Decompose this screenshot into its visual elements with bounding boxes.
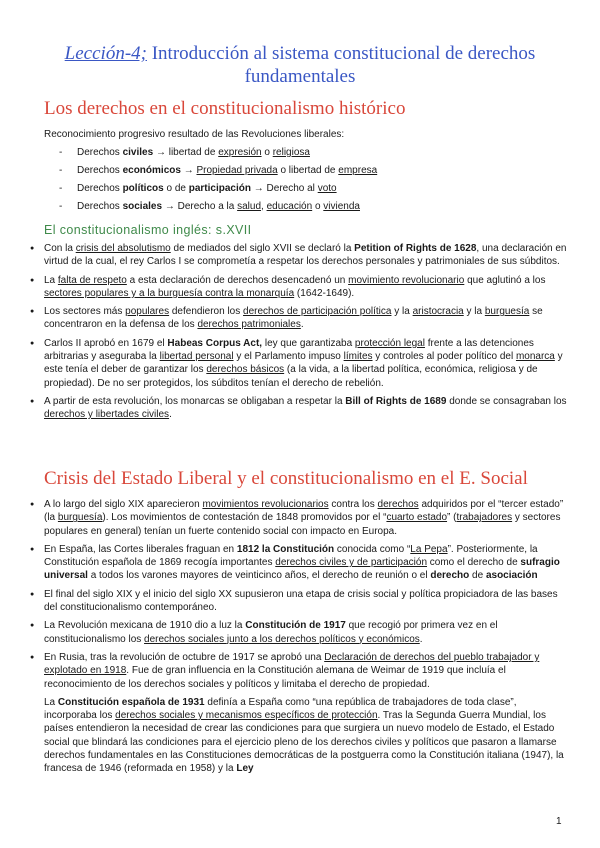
crisis-bullets: [30, 498, 570, 781]
page-number: 1: [556, 816, 562, 827]
page-title: [30, 42, 570, 88]
list-item: ● A lo largo del siglo XIX aparecieron movimientos revolucionarios contra los derechos adquiridos por el “tercer estado” (la burguesía). Los movimientos de contestación de 1848 promovidos por el “cuarto estado” (trabajadores y sectores populares en general) tenían un fuerte contenido social con impacto en Europa.: [30, 498, 570, 538]
english-bullets: [30, 242, 570, 427]
list-item: ● Carlos II aprobó en 1679 el Habeas Corpus Act, ley que garantizaba protección legal frente a las detenciones arbitrarias y aseguraba la libertad personal y el Parlamento impuso límites y controles al poder político del monarca y este tenía el deber de garantizar los derechos básicos (a la vida, a la libertad política, económica, religiosa y de propiedad). De no ser protegidos, los súbditos tenían el derecho de rebelión.: [30, 337, 570, 390]
list-item: ● La Revolución mexicana de 1910 dio a luz la Constitución de 1917 que recogió por primera vez en el constitucionalismo los derechos sociales junto a los derechos políticos y económicos.: [30, 619, 570, 646]
list-item: ● La falta de respeto a esta declaración de derechos desencadenó un movimiento revolucionario que aglutinó a los sectores populares y a la burguesía contra la monarquía (1642-1649).: [30, 274, 570, 301]
list-item: La Constitución española de 1931 definía a España como “una república de trabajadores de toda clase”, incorporaba los derechos sociales y mecanismos específicos de protección. Tras la Segunda Guerra Mundial, los países entendieron la necesidad de crear las condiciones para que surgiera un nuevo modelo de Estado, el Estado social que blindará las condiciones para el ejercicio pleno de los derechos civiles y políticos que pasaron a llamarse derechos fundamentales en las Constituciones democráticas de la postguerra como la Constitución italiana (1947), la francesa de 1946 (reformada en 1958) y la Ley: [44, 696, 564, 775]
list-item: - Derechos civiles → libertad de expresión o religiosa: [62, 146, 562, 164]
section-heading-historical: Los derechos en el constitucionalismo histórico: [44, 98, 406, 119]
section-heading-english: El constitucionalismo inglés: s.XVII: [44, 223, 252, 237]
list-item: ● El final del siglo XIX y el inicio del siglo XX supusieron una etapa de crisis social y política propiciadora de las bases del constitucionalismo contemporáneo.: [30, 588, 570, 615]
list-item: ● En España, las Cortes liberales fraguan en 1812 la Constitución conocida como “La Pepa”. Posteriormente, la Constitución española de 1869 recogía importantes derechos civiles y de participación como el derecho de sufragio universal a todos los varones mayores de veinticinco años, el derecho de reunión o el derecho de asociación: [30, 543, 570, 583]
intro-text: Reconocimiento progresivo resultado de las Revoluciones liberales:: [44, 129, 345, 140]
list-item: ● En Rusia, tras la revolución de octubre de 1917 se aprobó una Declaración de derechos del pueblo trabajador y explotado en 1918. Fue de gran influencia en la Constitución alemana de Weimar de 1919 que incluía el reconocimiento de los derechos sociales y políticos y limitaba el derecho de propiedad.: [30, 651, 570, 691]
list-item: ● Con la crisis del absolutismo de mediados del siglo XVII se declaró la Petition of Rights de 1628, una declaración en virtud de la cual, el rey Carlos I se comprometía a respetar los derechos personales y patrimoniales de sus súbditos.: [30, 242, 570, 269]
list-item: ● A partir de esta revolución, los monarcas se obligaban a respetar la Bill of Rights de 1689 donde se consagraban los derechos y libertades civiles.: [30, 395, 570, 422]
lesson-label: Lección-4;: [64, 43, 147, 64]
rights-list: [62, 146, 562, 218]
section-heading-crisis: Crisis del Estado Liberal y el constitucionalismo en el E. Social: [44, 468, 528, 489]
list-item: - Derechos políticos o de participación → Derecho al voto: [62, 182, 562, 200]
list-item: - Derechos sociales → Derecho a la salud, educación o vivienda: [62, 200, 562, 218]
title-text: Introducción al sistema constitucional de derechos fundamentales: [146, 43, 536, 87]
list-item: - Derechos económicos → Propiedad privada o libertad de empresa: [62, 164, 562, 182]
list-item: ● Los sectores más populares defendieron los derechos de participación política y la aristocracia y la burguesía se concentraron en la defensa de los derechos patrimoniales.: [30, 305, 570, 332]
